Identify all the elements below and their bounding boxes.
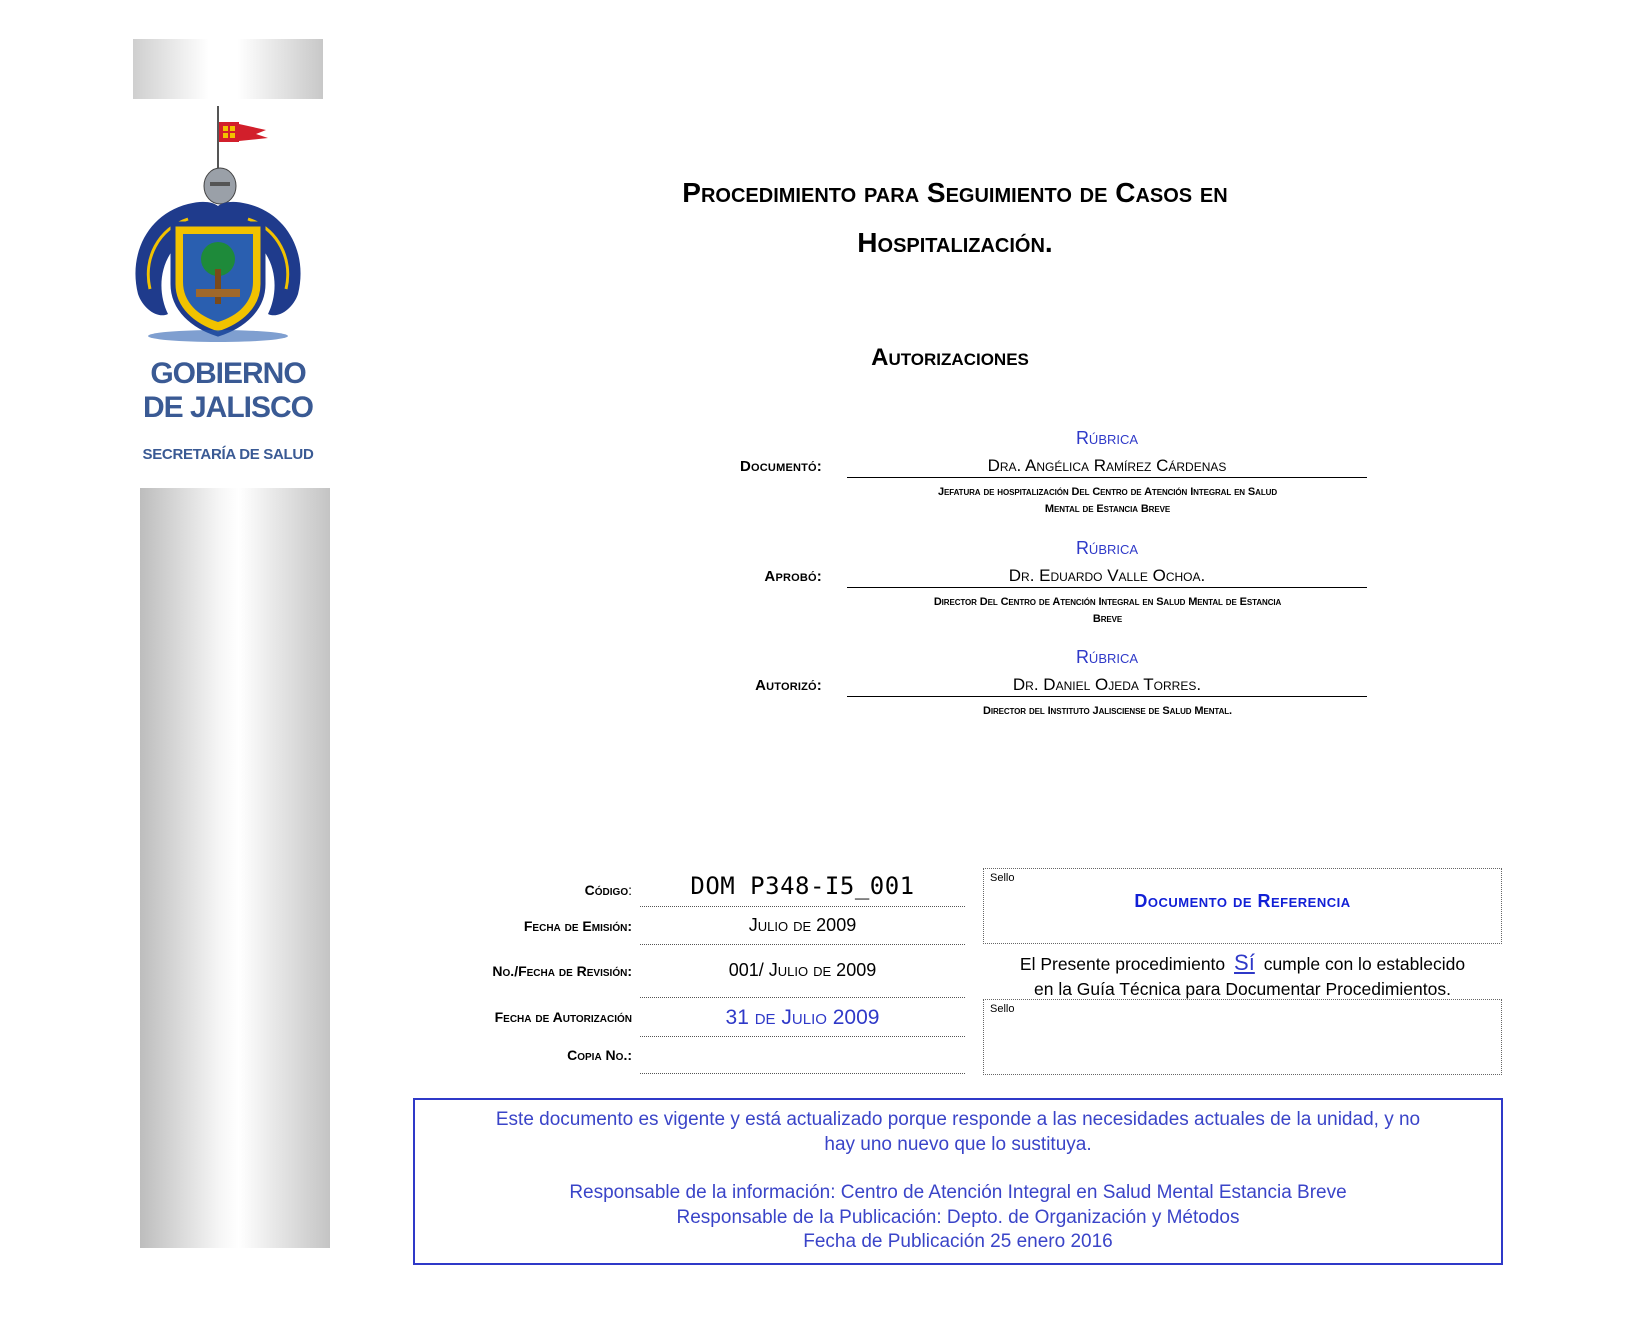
signer-role: [855, 484, 1360, 518]
compliance-statement: [983, 950, 1502, 1002]
organization-name: [133, 357, 323, 425]
compliance-line2: en la Guía Técnica para Documentar Procedimientos.: [1034, 979, 1451, 999]
reference-heading: Documento de Referencia: [1134, 891, 1351, 911]
signer-name: Dra. Angélica Ramírez Cárdenas: [847, 456, 1367, 478]
validity-footer-box: [413, 1098, 1503, 1265]
jalisco-coat-of-arms: [128, 104, 308, 344]
codigo-label-text: Código: [584, 882, 629, 898]
fecha-emision-underline: [640, 944, 965, 945]
codigo-label: [410, 882, 632, 898]
fecha-autorizacion-value: 31 de Julio 2009: [725, 1006, 880, 1029]
codigo-value: DOM P348-I5_001: [690, 872, 915, 900]
auth-label-aprobo: Aprobó:: [764, 568, 822, 585]
responsible-info: Responsable de la información: Centro de Atención Integral en Salud Mental Estancia Breve: [569, 1182, 1347, 1203]
compliance-suffix: cumple con lo establecido: [1263, 954, 1466, 974]
organization-name-line2: DE JALISCO: [142, 391, 314, 424]
validity-line2: hay uno nuevo que lo sustituya.: [824, 1133, 1092, 1155]
signer-role-line2: Breve: [1092, 613, 1123, 625]
responsible-publication: Responsable de la Publicación: Depto. de Organización y Métodos: [676, 1206, 1240, 1228]
department-name: SECRETARÍA DE SALUD: [142, 446, 314, 463]
validity-line1: Este documento es vigente y está actualizado porque responde a las necesidades actuales de la unidad, y no: [495, 1109, 1421, 1130]
stamp-label: Sello: [990, 872, 1015, 884]
section-title: Autorizaciones: [871, 344, 1029, 371]
signature-rubrica: Rúbrica: [1075, 538, 1139, 558]
copia-underline: [640, 1073, 965, 1074]
signer-role: [855, 594, 1360, 628]
fecha-autorizacion-label: Fecha de Autorización: [494, 1009, 632, 1025]
signer-role-line2: Mental de Estancia Breve: [1044, 503, 1171, 515]
revision-underline: [640, 997, 965, 998]
signer-role-line1: Jefatura de hospitalización Del Centro de Atención Integral en Salud: [937, 486, 1277, 498]
document-title-line1: Procedimiento para Seguimiento de Casos en: [682, 177, 1228, 208]
signer-role-line1: Director del Instituto Jalisciense de Salud Mental.: [982, 705, 1233, 717]
signature-rubrica: Rúbrica: [1075, 428, 1139, 448]
document-title-line2: Hospitalización.: [857, 227, 1053, 258]
codigo-underline: [640, 906, 965, 907]
revision-label: No./Fecha de Revisión:: [492, 963, 632, 979]
stamp-box-seal: [983, 999, 1502, 1075]
compliance-answer: Sí: [1234, 950, 1255, 975]
sidebar-gradient-top: [133, 39, 323, 99]
auth-label-documento: Documentó:: [740, 458, 822, 475]
organization-name-line1: GOBIERNO: [150, 357, 306, 390]
sidebar-gradient-column: [140, 488, 330, 1248]
fecha-autorizacion-underline: [640, 1036, 965, 1037]
codigo-label-colon: :: [628, 882, 632, 898]
signature-rubrica: Rúbrica: [1075, 647, 1139, 667]
fecha-emision-value: Julio de 2009: [748, 915, 857, 935]
auth-label-autorizo: Autorizó:: [755, 677, 822, 694]
compliance-prefix: El Presente procedimiento: [1019, 954, 1226, 974]
signer-role: [855, 703, 1360, 720]
signer-name: Dr. Eduardo Valle Ochoa.: [847, 566, 1367, 588]
stamp-label: Sello: [990, 1003, 1015, 1015]
signer-role-line1: Director Del Centro de Atención Integral en Salud Mental de Estancia: [933, 596, 1282, 608]
compliance-line1: [983, 950, 1502, 977]
copia-label: Copia No.:: [567, 1047, 632, 1063]
fecha-emision-label: Fecha de Emisión:: [523, 918, 632, 934]
publication-date: Fecha de Publicación 25 enero 2016: [803, 1231, 1113, 1252]
stamp-box-reference: [983, 868, 1502, 944]
revision-value: 001/ Julio de 2009: [728, 960, 877, 980]
document-title: [470, 168, 1440, 268]
signer-name: Dr. Daniel Ojeda Torres.: [847, 675, 1367, 697]
